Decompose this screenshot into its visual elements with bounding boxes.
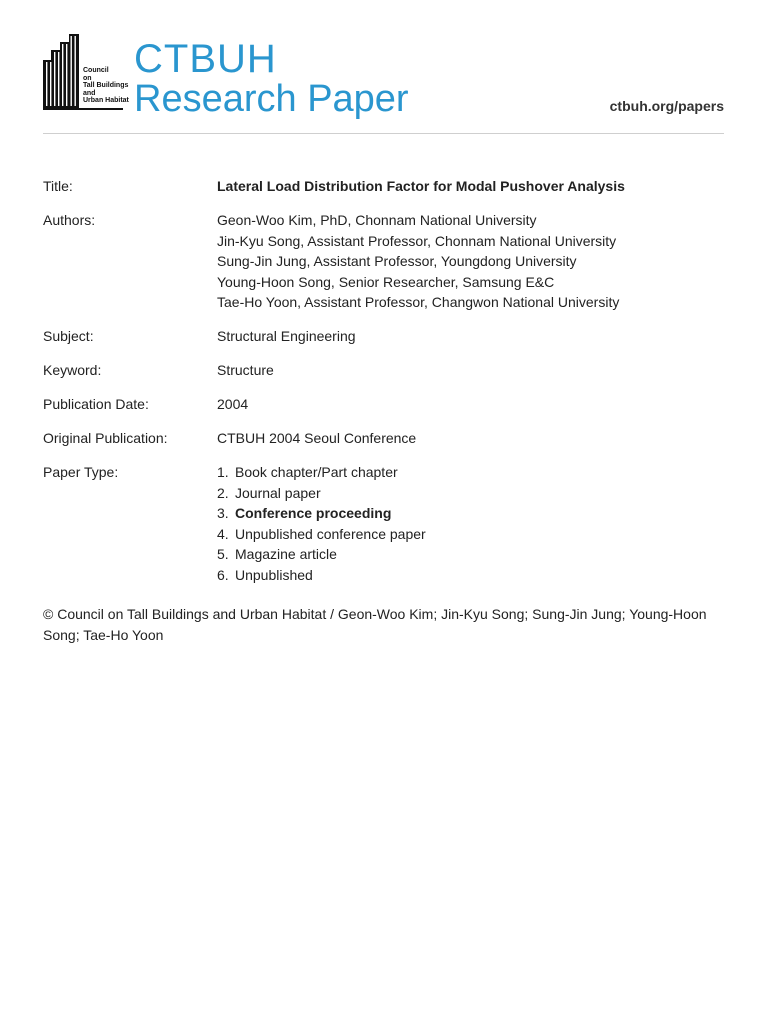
org-line: and — [83, 89, 96, 97]
subject-row — [43, 326, 733, 347]
paper-type-item — [217, 544, 733, 565]
header — [0, 0, 768, 135]
org-line: Council — [83, 67, 109, 74]
brand-line-research-paper: Research Paper — [134, 78, 409, 120]
metadata-table — [43, 176, 733, 599]
title-label: Title: — [43, 178, 73, 194]
paper-type-number: 3. — [217, 505, 229, 521]
org-line: on — [83, 74, 92, 82]
author-line: Sung-Jin Jung, Assistant Professor, Youngdong University — [217, 253, 577, 269]
paper-type-number: 5. — [217, 546, 229, 562]
publication-date-row — [43, 394, 733, 415]
paper-type-number: 1. — [217, 464, 229, 480]
paper-type-text: Unpublished — [235, 566, 313, 583]
paper-type-options — [217, 462, 733, 585]
publication-date-value: 2004 — [217, 396, 249, 412]
subject-value: Structural Engineering — [217, 328, 356, 344]
paper-type-number: 2. — [217, 484, 229, 501]
paper-type-text: Conference proceeding — [235, 505, 392, 521]
paper-type-row — [43, 462, 733, 585]
paper-type-text: Unpublished conference paper — [235, 525, 426, 542]
paper-type-item — [217, 503, 733, 524]
paper-type-item — [217, 565, 733, 586]
authors-list — [217, 210, 733, 313]
author-line: Tae-Ho Yoon, Assistant Professor, Changwon National University — [217, 294, 620, 310]
paper-type-number: 6. — [217, 566, 229, 583]
original-publication-value: CTBUH 2004 Seoul Conference — [217, 430, 417, 446]
authors-label: Authors: — [43, 212, 96, 228]
subject-label: Subject: — [43, 328, 94, 344]
paper-type-item — [217, 462, 733, 483]
paper-type-label: Paper Type: — [43, 464, 119, 480]
copyright-notice: © Council on Tall Buildings and Urban Habitat / Geon-Woo Kim; Jin-Kyu Song; Sung-Jin Jung; Young-Hoon Song; Tae-Ho Yoon — [43, 606, 707, 643]
keyword-value: Structure — [217, 362, 274, 378]
title-row — [43, 176, 733, 197]
author-line: Jin-Kyu Song, Assistant Professor, Chonnam National University — [217, 232, 617, 249]
site-link[interactable]: ctbuh.org/papers — [609, 98, 724, 114]
keyword-label: Keyword: — [43, 362, 102, 378]
keyword-row — [43, 360, 733, 381]
original-publication-label: Original Publication: — [43, 430, 168, 446]
paper-type-text: Journal paper — [235, 484, 321, 501]
paper-type-text: Magazine article — [235, 546, 337, 562]
org-line: Urban Habitat — [83, 97, 129, 105]
header-divider — [43, 133, 724, 134]
paper-type-item — [217, 524, 733, 545]
author-line: Young-Hoon Song, Senior Researcher, Samsung E&C — [217, 273, 555, 290]
author-line: Geon-Woo Kim, PhD, Chonnam National University — [217, 212, 537, 228]
paper-type-item — [217, 483, 733, 504]
paper-type-list — [217, 462, 733, 585]
brand-line-ctbuh: CTBUH — [134, 37, 277, 81]
paper-type-number: 4. — [217, 525, 229, 542]
org-line: Tall Buildings — [83, 82, 129, 90]
authors-row — [43, 210, 733, 313]
original-publication-row — [43, 428, 733, 449]
publication-date-label: Publication Date: — [43, 396, 149, 412]
paper-type-text: Book chapter/Part chapter — [235, 464, 398, 480]
org-name — [83, 67, 129, 105]
paper-title: Lateral Load Distribution Factor for Modal Pushover Analysis — [217, 178, 625, 194]
